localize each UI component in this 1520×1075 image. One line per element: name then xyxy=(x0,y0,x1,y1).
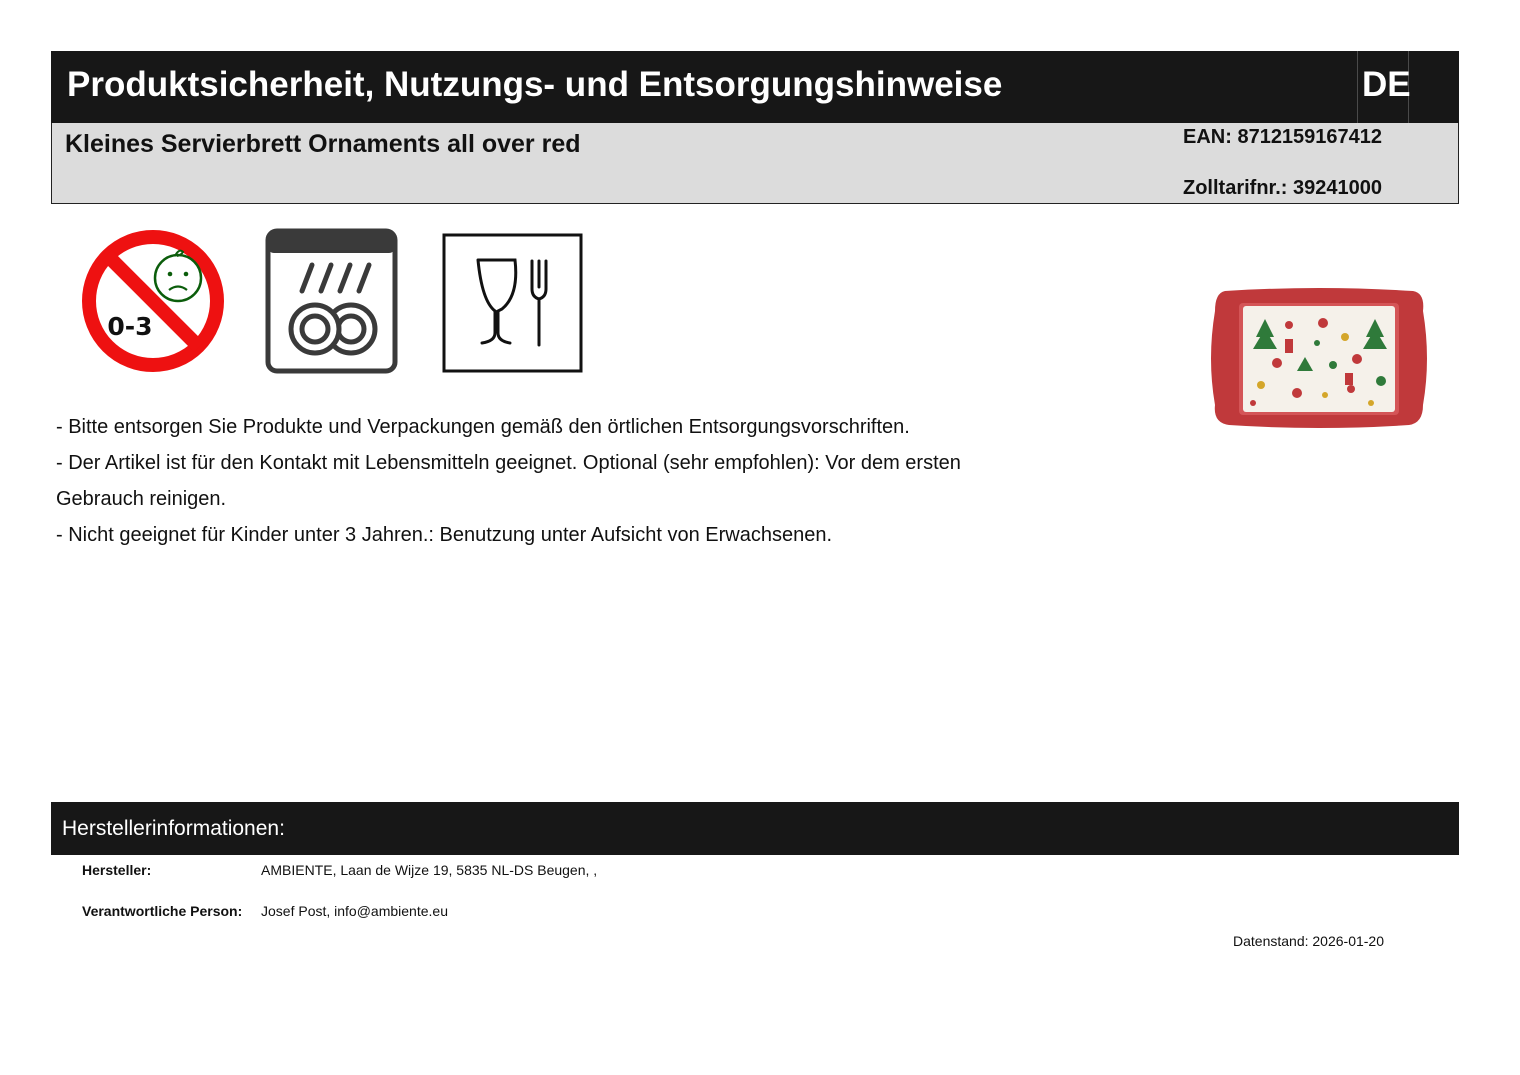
usage-notes xyxy=(56,409,1056,553)
not-for-children-0-3-icon xyxy=(78,228,228,376)
page-title: Produktsicherheit, Nutzungs- und Entsorgungshinweise xyxy=(67,65,1003,104)
note-food-contact-cont: Gebrauch reinigen. xyxy=(56,488,227,510)
manufacturer-section-title: Herstellerinformationen: xyxy=(62,817,285,840)
product-info-bar xyxy=(51,123,1459,204)
manufacturer-section-header xyxy=(51,802,1459,855)
header-bar xyxy=(51,51,1459,123)
product-image-serving-tray xyxy=(1205,285,1433,431)
note-disposal: - Bitte entsorgen Sie Produkte und Verpackungen gemäß den örtlichen Entsorgungsvorschriften. xyxy=(56,416,910,438)
food-safe-glass-fork-icon xyxy=(442,233,583,373)
note-food-contact: - Der Artikel ist für den Kontakt mit Lebensmitteln geeignet. Optional (sehr empfohlen): Vor dem ersten xyxy=(56,452,961,474)
responsible-person-label: Verantwortliche Person: xyxy=(82,903,243,919)
language-box xyxy=(1357,51,1409,123)
product-name: Kleines Servierbrett Ornaments all over red xyxy=(65,130,581,158)
dishwasher-safe-icon xyxy=(265,228,398,374)
manufacturer-value: AMBIENTE, Laan de Wijze 19, 5835 NL-DS Beugen, , xyxy=(261,862,598,878)
responsible-person-value: Josef Post, info@ambiente.eu xyxy=(261,903,448,919)
ean-number: EAN: 8712159167412 xyxy=(1183,126,1383,148)
data-date-stamp: Datenstand: 2026-01-20 xyxy=(1233,933,1384,949)
note-children: - Nicht geeignet für Kinder unter 3 Jahren.: Benutzung unter Aufsicht von Erwachsenen. xyxy=(56,524,833,546)
customs-tariff-number: Zolltarifnr.: 39241000 xyxy=(1183,177,1382,199)
age-label: 0-3 xyxy=(107,312,153,341)
manufacturer-label: Hersteller: xyxy=(82,862,152,878)
language-code: DE xyxy=(1362,65,1411,104)
